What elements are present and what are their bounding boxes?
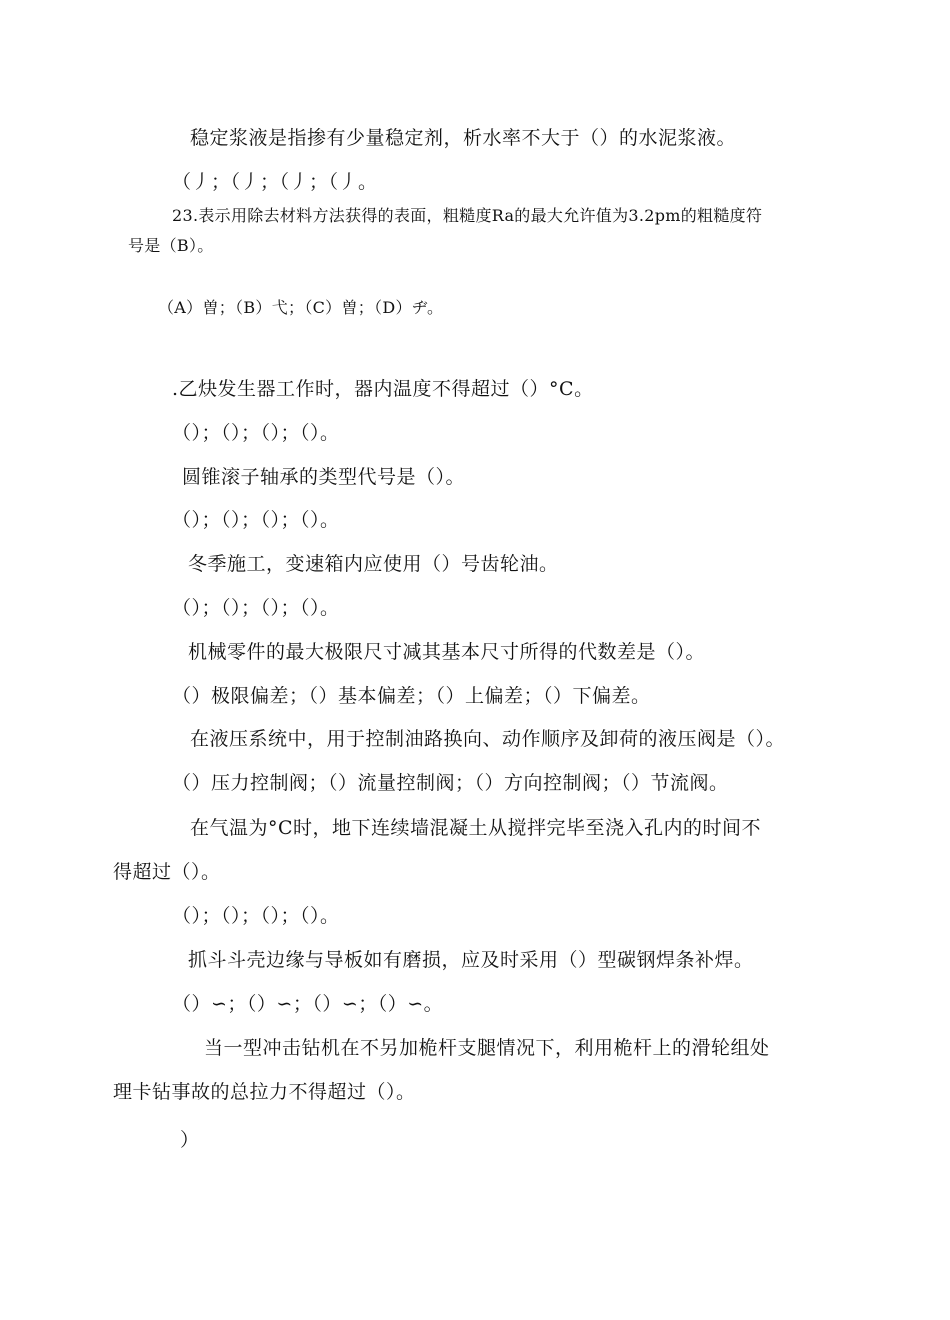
question-concrete-line1: 在气温为°C时，地下连续墙混凝土从搅拌完毕至浇入孔内的时间不 bbox=[190, 817, 762, 839]
question-hydraulic-valve: 在液压系统中，用于控制油路换向、动作顺序及卸荷的液压阀是（）。 bbox=[190, 728, 786, 750]
question-grab-bucket: 抓斗斗壳边缘与导板如有磨损，应及时采用（）型碳钢焊条补焊。 bbox=[188, 949, 754, 971]
answer-options: （丿；（丿；（丿；（丿。 bbox=[172, 171, 378, 193]
question-gear-oil: 冬季施工，变速箱内应使用（）号齿轮油。 bbox=[188, 553, 559, 575]
answer-options: （）；（）；（）；（）。 bbox=[172, 422, 340, 444]
answer-options: （）极限偏差；（）基本偏差；（）上偏差；（）下偏差。 bbox=[172, 685, 651, 707]
question-bearing: 圆锥滚子轴承的类型代号是（）。 bbox=[182, 466, 466, 488]
question-drill-line1: 当一型冲击钻机在不另加桅杆支腿情况下，利用桅杆上的滑轮组处 bbox=[204, 1037, 770, 1059]
answer-options: （A）曽；（B）弋；（C）曽；（D）ヂ。 bbox=[158, 298, 444, 317]
answer-options: （）压力控制阀；（）流量控制阀；（）方向控制阀；（）节流阀。 bbox=[172, 772, 729, 794]
question-drill-line2: 理卡钻事故的总拉力不得超过（）。 bbox=[113, 1081, 416, 1103]
answer-options: （）；（）；（）；（）。 bbox=[172, 509, 340, 531]
answer-options: （）∽；（）∽；（）∽；（）∽。 bbox=[172, 993, 444, 1015]
answer-options: （）；（）；（）；（）。 bbox=[172, 597, 340, 619]
question-acetylene: .乙炔发生器工作时，器内温度不得超过（）°C。 bbox=[172, 378, 594, 400]
question-roughness-line1: 23.表示用除去材料方法获得的表面，粗糙度Ra的最大允许值为3.2pm的粗糙度符 bbox=[172, 206, 763, 225]
answer-fragment: ） bbox=[180, 1129, 200, 1151]
question-stable-slurry: 稳定浆液是指掺有少量稳定剂，析水率不大于（）的水泥浆液。 bbox=[190, 127, 737, 149]
question-concrete-line2: 得超过（）。 bbox=[113, 861, 221, 883]
answer-options: （）；（）；（）；（）。 bbox=[172, 905, 340, 927]
question-deviation: 机械零件的最大极限尺寸减其基本尺寸所得的代数差是（）。 bbox=[188, 641, 706, 663]
question-roughness-line2: 号是（B）。 bbox=[128, 236, 214, 255]
